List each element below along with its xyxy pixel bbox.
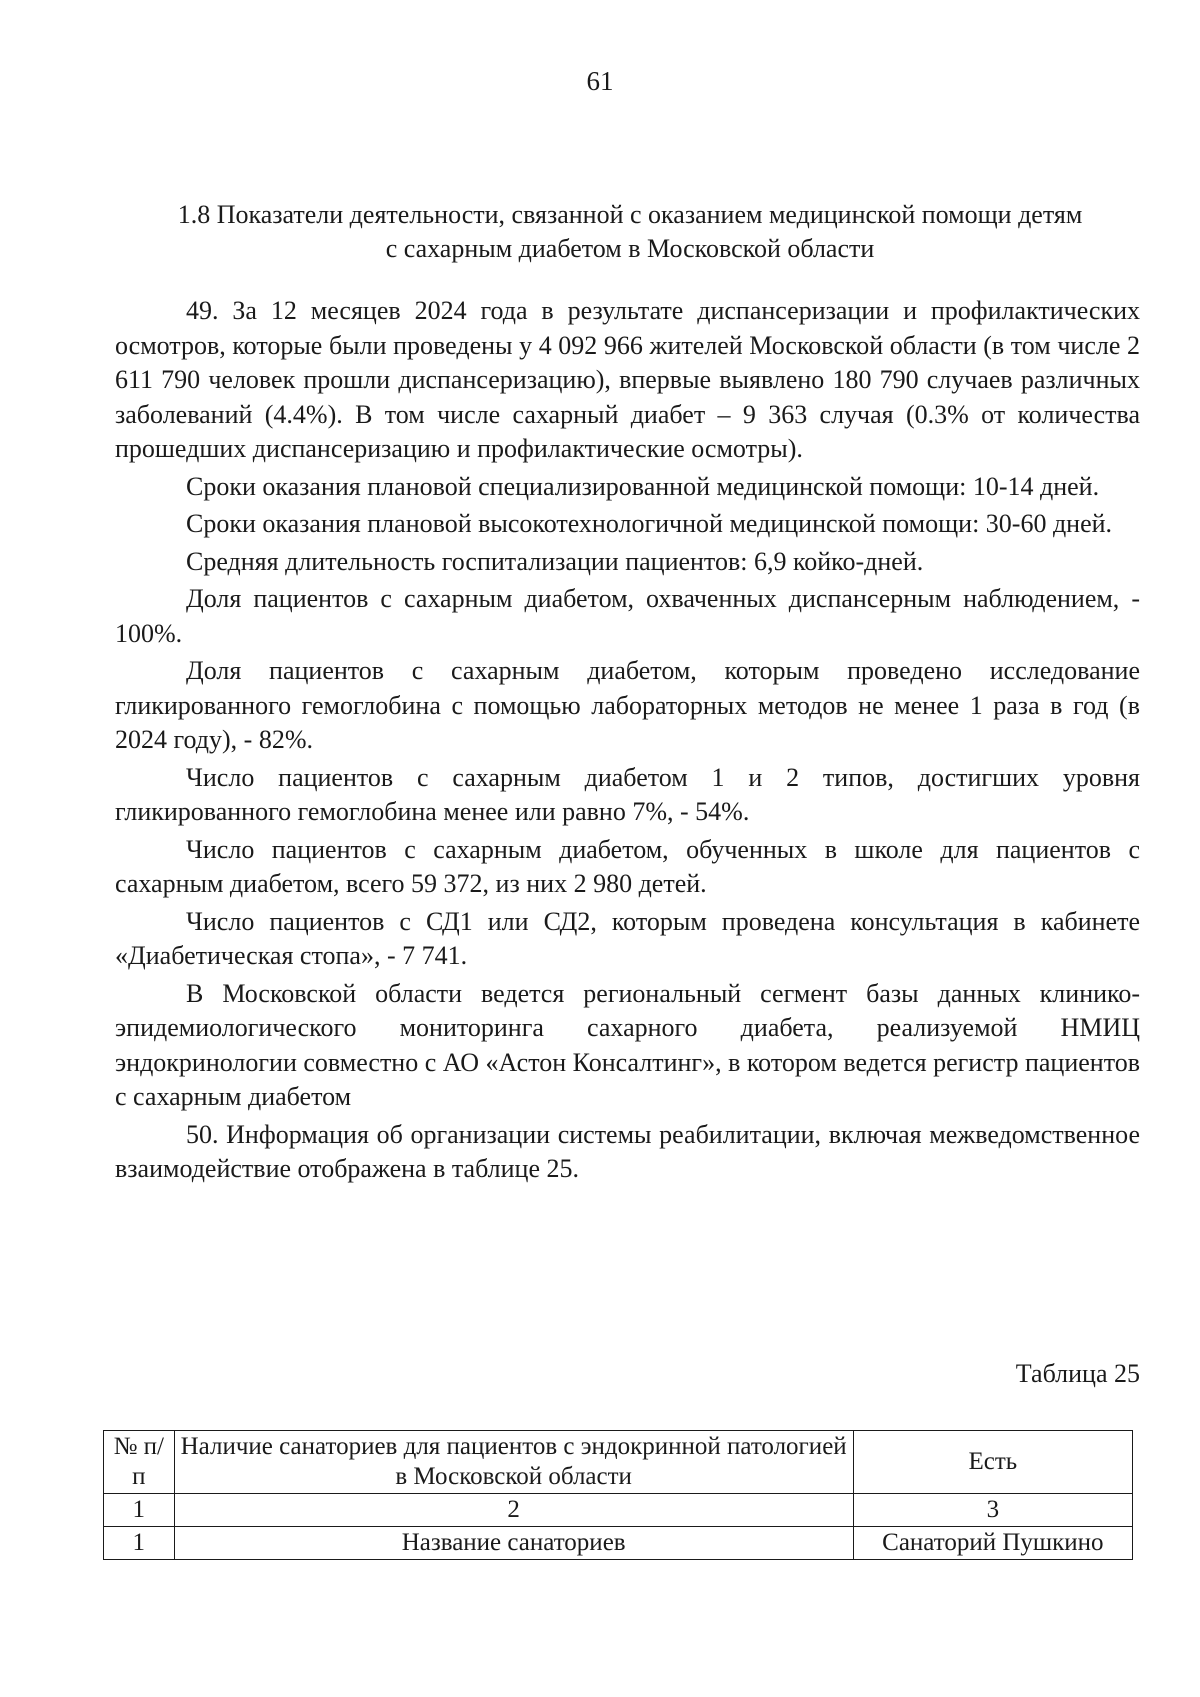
index-cell: 2 <box>174 1494 853 1527</box>
section-heading-line-1: 1.8 Показатели деятельности, связанной с оказанием медицинской помощи детям <box>177 200 1083 229</box>
index-cell: 3 <box>853 1494 1132 1527</box>
paragraph-specialized-care-terms: Сроки оказания плановой специализированной медицинской помощи: 10-14 дней. <box>186 471 1100 501</box>
row-cell-value: Санаторий Пушкино <box>853 1527 1132 1560</box>
page-number: 61 <box>586 66 614 96</box>
paragraph-hospitalization-length: Средняя длительность госпитализации пациентов: 6,9 койко-дней. <box>186 546 924 576</box>
row-cell-num: 1 <box>104 1527 175 1560</box>
header-cell-value: Есть <box>853 1431 1132 1494</box>
row-cell-name: Название санаториев <box>174 1527 853 1560</box>
paragraph-dispensary-share: Доля пациентов с сахарным диабетом, охваченных диспансерным наблюдением, - 100%. <box>115 584 1140 648</box>
table-header-row <box>104 1431 1133 1494</box>
paragraph-registry: В Московской области ведется региональный сегмент базы данных клинико-эпидемиологического мониторинга сахарного диабета, реализуемой НМИЦ эндокринологии совместно с АО «Астон Консалтинг», в котором ведется регистр пациентов с сахарным диабетом <box>115 978 1140 1111</box>
sanatorium-table <box>103 1430 1133 1560</box>
paragraph-hba1c-target-share: Число пациентов с сахарным диабетом 1 и 2 типов, достигших уровня гликированного гемоглобина менее или равно 7%, - 54%. <box>115 762 1140 826</box>
body-text <box>115 294 1140 1190</box>
paragraph-high-tech-care-terms: Сроки оказания плановой высокотехнологичной медицинской помощи: 30-60 дней. <box>186 509 1113 538</box>
section-heading-line-2: с сахарным диабетом в Московской области <box>385 234 875 263</box>
paragraph-diabetes-school: Число пациентов с сахарным диабетом, обученных в школе для пациентов с сахарным диабетом, всего 59 372, из них 2 980 детей. <box>115 834 1140 898</box>
table-caption: Таблица 25 <box>1015 1359 1140 1388</box>
paragraph-hba1c-tested-share: Доля пациентов с сахарным диабетом, которым проведено исследование гликированного гемоглобина с помощью лабораторных методов не менее 1 раза в год (в 2024 году), - 82%. <box>115 656 1140 754</box>
table-index-row <box>104 1494 1133 1527</box>
header-cell-num: № п/п <box>104 1431 175 1494</box>
paragraph-screening: 49. За 12 месяцев 2024 года в результате диспансеризации и профилактических осмотров, которые были проведены у 4 092 966 жителей Московской области (в том числе 2 611 790 человек прошли диспансеризацию), впервые выявлено 180 790 случаев различных заболеваний (4.4%). В том числе сахарный диабет – 9 363 случая (0.3% от количества прошедших диспансеризацию и профилактические осмотры). <box>115 296 1140 463</box>
table-row <box>104 1527 1133 1560</box>
paragraph-diabetic-foot: Число пациентов с СД1 или СД2, которым проведена консультация в кабинете «Диабетическая стопа», - 7 741. <box>115 906 1140 970</box>
index-cell: 1 <box>104 1494 175 1527</box>
section-heading <box>125 198 1135 266</box>
paragraph-rehabilitation: 50. Информация об организации системы реабилитации, включая межведомственное взаимодействие отображена в таблице 25. <box>115 1119 1140 1183</box>
header-cell-name: Наличие санаториев для пациентов с эндокринной патологией в Московской области <box>174 1431 853 1494</box>
